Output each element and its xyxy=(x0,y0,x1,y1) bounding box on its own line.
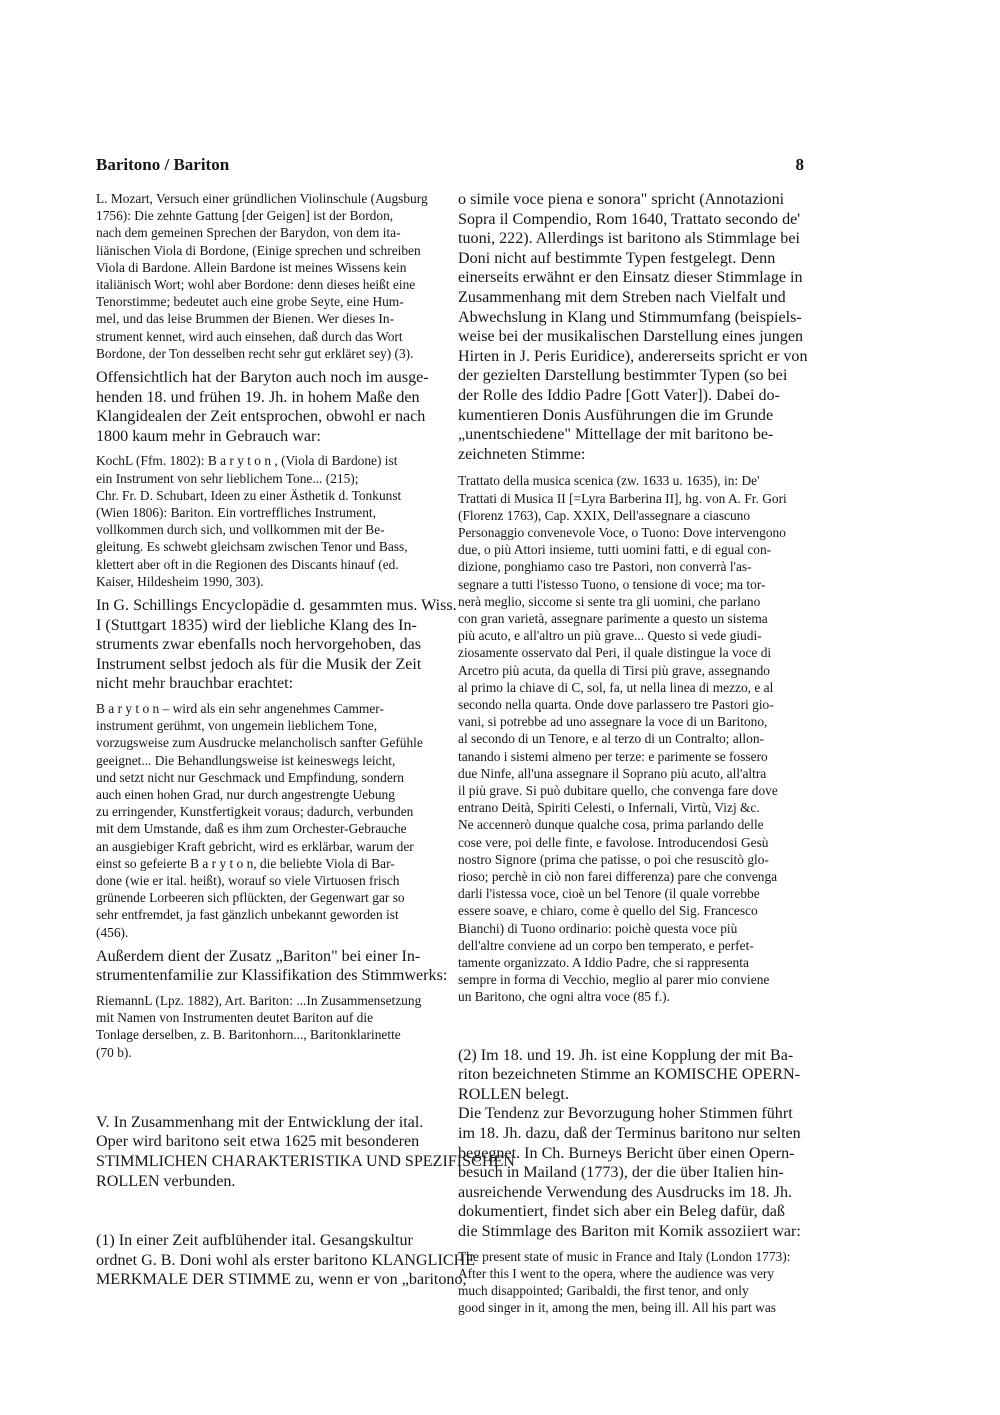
page-number: 8 xyxy=(795,155,804,174)
paragraph-instrument-family: Außerdem dient der Zusatz „Bariton" bei einer In- strumentenfamilie zur Klassifikation des Stimmwerks: xyxy=(96,947,448,985)
riemann-quote: RiemannL (Lpz. 1882), Art. Bariton: ...In Zusammensetzung mit Namen von Instrumenten deutet Bariton auf die Tonlage derselben, z. B. Baritonhorn..., Baritonklarinette (70 b). xyxy=(96,993,422,1060)
schilling-quote: B a r y t o n – wird als ein sehr angenehmes Cammer- instrument gerühmt, von ungemein lieblichem Tone, vorzugsweise zum Ausdrucke melancholisch sanfter Gefühle geeignet... Die Behandlungsweise ist keineswegs leicht, und setzt nicht nur Geschmack und Empfindung, sondern auch einen hohen Grad, nur durch angestrengte Uebung zu erringender, Kunstfertigkeit voraus; dadurch, verbunden mit dem Umstande, daß es ihm zum Orchester-Gebrauche an ausgiebiger Kraft gebricht, wird es erklärbar, warum der einst so gefeierte B a r y t o n, die beliebte Viola di Bar- done (wie er ital. heißt), worauf so viele Virtuosen frisch grünende Lorbeeren sich pflückten, der Gegenwart gar so sehr entfremdet, ja fast gänzlich unbekannt geworden ist (456). xyxy=(96,701,423,940)
burney-quote: The present state of music in France and Italy (London 1773): After this I went to the opera, where the audience was very much disappointed; Garibaldi, the first tenor, and only good singer in it, among the men, being ill. All his part was xyxy=(458,1248,791,1316)
paragraph-comic-roles: (2) Im 18. und 19. Jh. ist eine Kopplung der mit Ba- riton bezeichneten Stimme an KOMISCHE OPERN- ROLLEN belegt. Die Tendenz zur Bevorzugung hoher Stimmen führt im 18. Jh. dazu, daß der Terminus baritono nur selten begegnet. In Ch. Burneys Bericht über einen Opern- besuch in Mailand (1773), der die über Italien hin- ausreichende Verwendung des Ausdrucks im 18. Jh. dokumentiert, findet sich aber ein Beleg dafür, daß die Stimmlage des Bariton mit Komik assoziiert war: xyxy=(458,1046,801,1240)
paragraph-baryton-18th-century: Offensichtlich hat der Baryton auch noch im ausge- henden 18. und frühen 19. Jh. in hohem Maße den Klangidealen der Zeit entsprochen, obwohl er nach 1800 kaum mehr in Gebrauch war: xyxy=(96,369,429,445)
doni-trattato-quote: Trattato della musica scenica (zw. 1633 u. 1635), in: De' Trattati di Musica II [=Lyra Barberina II], hg. von A. Fr. Gori (Florenz 1763), Cap. XXIX, Dell'assegnare a ciascuno Personaggio convenevole Voce, o Tuono: Dove intervengono due, o più Attori insieme, tutti uomini fatti, e di egual con- dizione, ponghiamo caso tre Pastori, non converrà l'as- segnare a tutti l'istesso Tuono, o tensione di voce; ma tor- nerà meglio, siccome si sente tra gli uomini, che parlano con gran varietà, assegnare parimente a questo un sistema più acuto, e all'altro un più grave... Questo si vede giudi- ziosamente osservato dal Peri, il quale distingue la voce di Arcetro più acuta, da quella di Tirsi più grave, assegnando al primo la chiave di C, sol, fa, ut nella linea di mezzo, e al secondo nella quarta. Onde dove parlassero tre Pastori gio- vani, si potrebbe ad uno assegnare la voce di un Baritono, al secondo di un Tenore, e al terzo di un Contralto; allon- tanando i sistemi almeno per terze: e parimente se fossero due Ninfe, all'una assegnare il Soprano più acuto, all'altra il più grave. Si può dubitare quello, che convenga fare dove entrano Deità, Spiriti Celesti, o Infernali, Virtù, Vizj &c. Ne accennerò dunque qualche cosa, prima parlando delle cose vere, poi delle finte, e favolose. Introducendosi Gesù nostro Signore (prima che patisse, o poi che resuscitò glo- rioso; perchè in ciò non farei differenza) pare che convenga darli l'istessa voce, cioè un bel Tenore (il quale vorrebbe essere soave, e chiaro, come è quello del Sig. Francesco Bianchi) di Tuono ordinario: poichè questa voce più dell'altre conviene ad un corpo ben temperato, e perfet- tamente organizzato. A Iddio Padre, che si rappresenta sempre in forma di Vecchio, meglio al parer mio conviene un Baritono, che ogni altra voce (85 f.). xyxy=(458,473,787,1005)
koch-schubart-quote: KochL (Ffm. 1802): B a r y t o n , (Viola di Bardone) ist ein Instrument von sehr lieblichem Tone... (215); Chr. Fr. D. Schubart, Ideen zu einer Ästhetik d. Tonkunst (Wien 1806): Bariton. Ein vortreffliches Instrument, vollkommen durch sich, und vollkommen mit der Be- gleitung. Es schwebt gleichsam zwischen Tenor und Bass, klettert aber oft in die Regionen des Discants hinauf (ed. Kaiser, Hildesheim 1990, 303). xyxy=(96,453,408,589)
page-header xyxy=(96,155,804,179)
paragraph-schilling: In G. Schillings Encyclopädie d. gesammten mus. Wiss. I (Stuttgart 1835) wird der liebliche Klang des In- struments zwar ebenfalls noch hervorgehoben, das Instrument selbst jedoch als für die Musik der Zeit nicht mehr brauchbar erachtet: xyxy=(96,597,457,693)
right-column xyxy=(458,190,808,1316)
paragraph-doni-continued: o simile voce piena e sonora" spricht (Annotazioni Sopra il Compendio, Rom 1640, Trattato secondo de' tuoni, 222). Allerdings ist baritono als Stimmlage bei Doni nicht auf bestimmte Typen festgelegt. Denn einerseits erwähnt er den Einsatz dieser Stimmlage in Zusammenhang mit dem Streben nach Vielfalt und Abwechslung in Klang und Stimmumfang (beispiels- weise bei der musikalischen Darstellung eines jungen Hirten in J. Peris Euridice), andererseits spricht er von der gezielten Darstellung bestimmter Typen (so bei der Rolle des Iddio Padre [Gott Vater]). Dabei do- kumentieren Donis Ausführungen die im Grunde „unentschiedene" Mittellage der mit baritono be- zeichneten Stimme: xyxy=(458,191,808,463)
left-column xyxy=(96,190,515,1290)
paragraph-doni-start: (1) In einer Zeit aufblühender ital. Gesangskultur ordnet G. B. Doni wohl als erster baritono KLANGLICHE MERKMALE DER STIMME zu, wenn er von „baritono, xyxy=(96,1232,476,1289)
mozart-quote: L. Mozart, Versuch einer gründlichen Violinschule (Augsburg 1756): Die zehnte Gattung [der Geigen] ist der Bordon, nach dem gemeinen Sprechen der Barydon, von dem ita- liänischen Viola di Bordone, (Einige sprechen und schreiben Viola di Bardone. Allein Bardone ist meines Wissens kein italiänisch Wort; wohl aber Bordone: denn dieses heißt eine Tenorstimme; bedeutet auch eine grobe Seyte, eine Hum- mel, und das leise Brummen der Bienen. Wer dieses In- strument kennet, wird auch einsehen, daß durch das Wort Bordone, der Ton desselben recht sehr gut erkläret sey) (3). xyxy=(96,191,428,361)
running-title: Baritono / Bariton xyxy=(96,155,230,174)
section-v-intro: V. In Zusammenhang mit der Entwicklung der ital. Oper wird baritono seit etwa 1625 mit besonderen STIMMLICHEN CHARAKTERISTIKA UND SPEZIFISCHEN ROLLEN verbunden. xyxy=(96,1113,515,1190)
